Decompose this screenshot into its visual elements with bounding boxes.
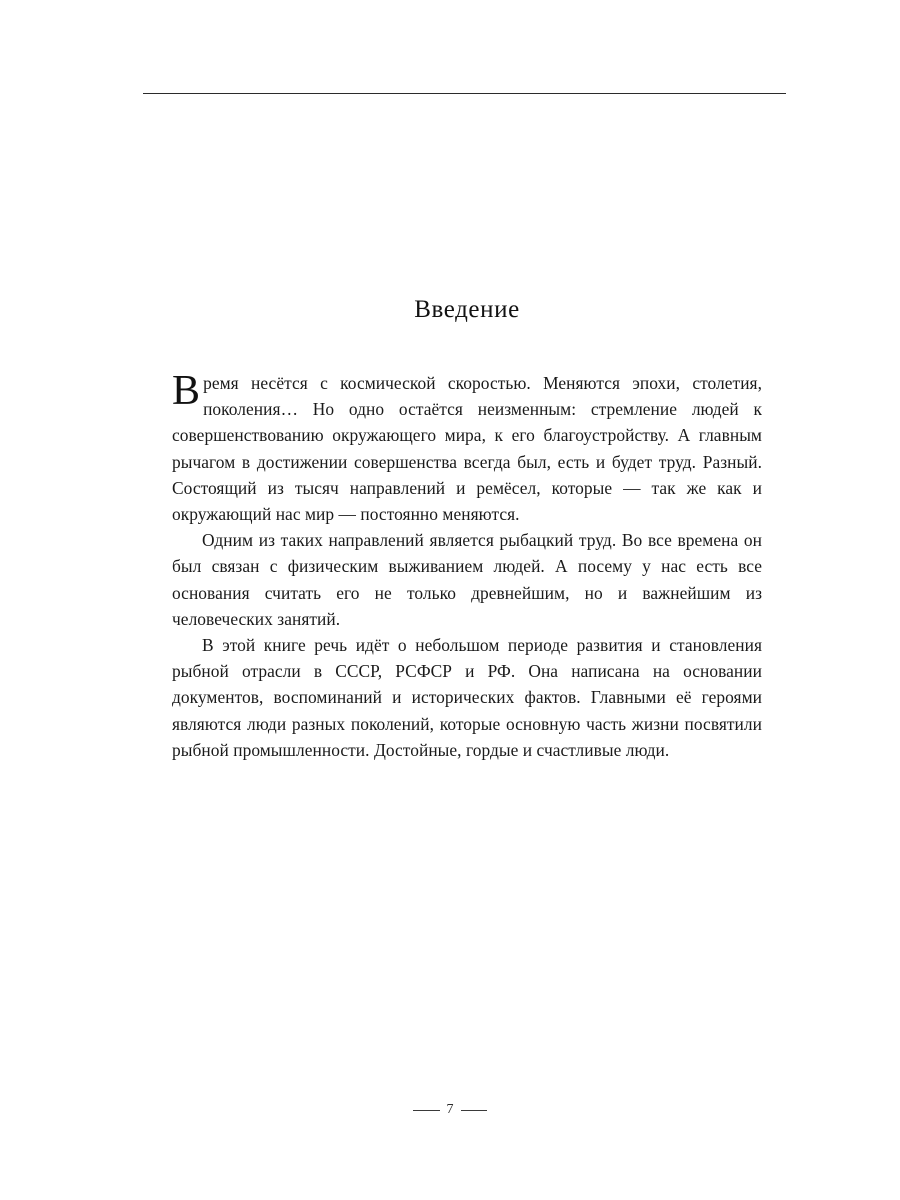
page-content: [172, 296, 762, 763]
page-footer: [0, 1098, 900, 1122]
body-text: [172, 370, 762, 763]
drop-cap: В: [172, 368, 201, 414]
paragraph-2: Одним из таких направлений является рыбацкий труд. Во все времена он был связан с физическим выживанием людей. А посему у нас есть все основания считать его не только древнейшим, но и важнейшим из человеческих занятий.: [172, 530, 762, 629]
paragraph-1: [172, 370, 762, 527]
paragraph-1-text: ремя несётся с космической скоростью. Меняются эпохи, столетия, поколения… Но одно остаётся неизменным: стремление людей к совершенствованию окружающего мира, к его благоустройству. А главным рычагом в достижении совершенства всегда был, есть и будет труд. Разный. Состоящий из тысяч направлений и ремёсел, которые — так же как и окружающий нас мир — постоянно меняются.: [172, 373, 762, 525]
header-rule: [143, 93, 786, 94]
page-title: Введение: [414, 296, 520, 323]
paragraph-3: В этой книге речь идёт о небольшом периоде развития и становления рыбной отрасли в СССР, РСФСР и РФ. Она написана на основании документов, воспоминаний и исторических фактов. Главными её героями являются люди разных поколений, которые основную часть жизни посвятили рыбной промышленности. Достойные, гордые и счастливые люди.: [172, 635, 762, 760]
page-number: 7: [440, 1098, 461, 1122]
